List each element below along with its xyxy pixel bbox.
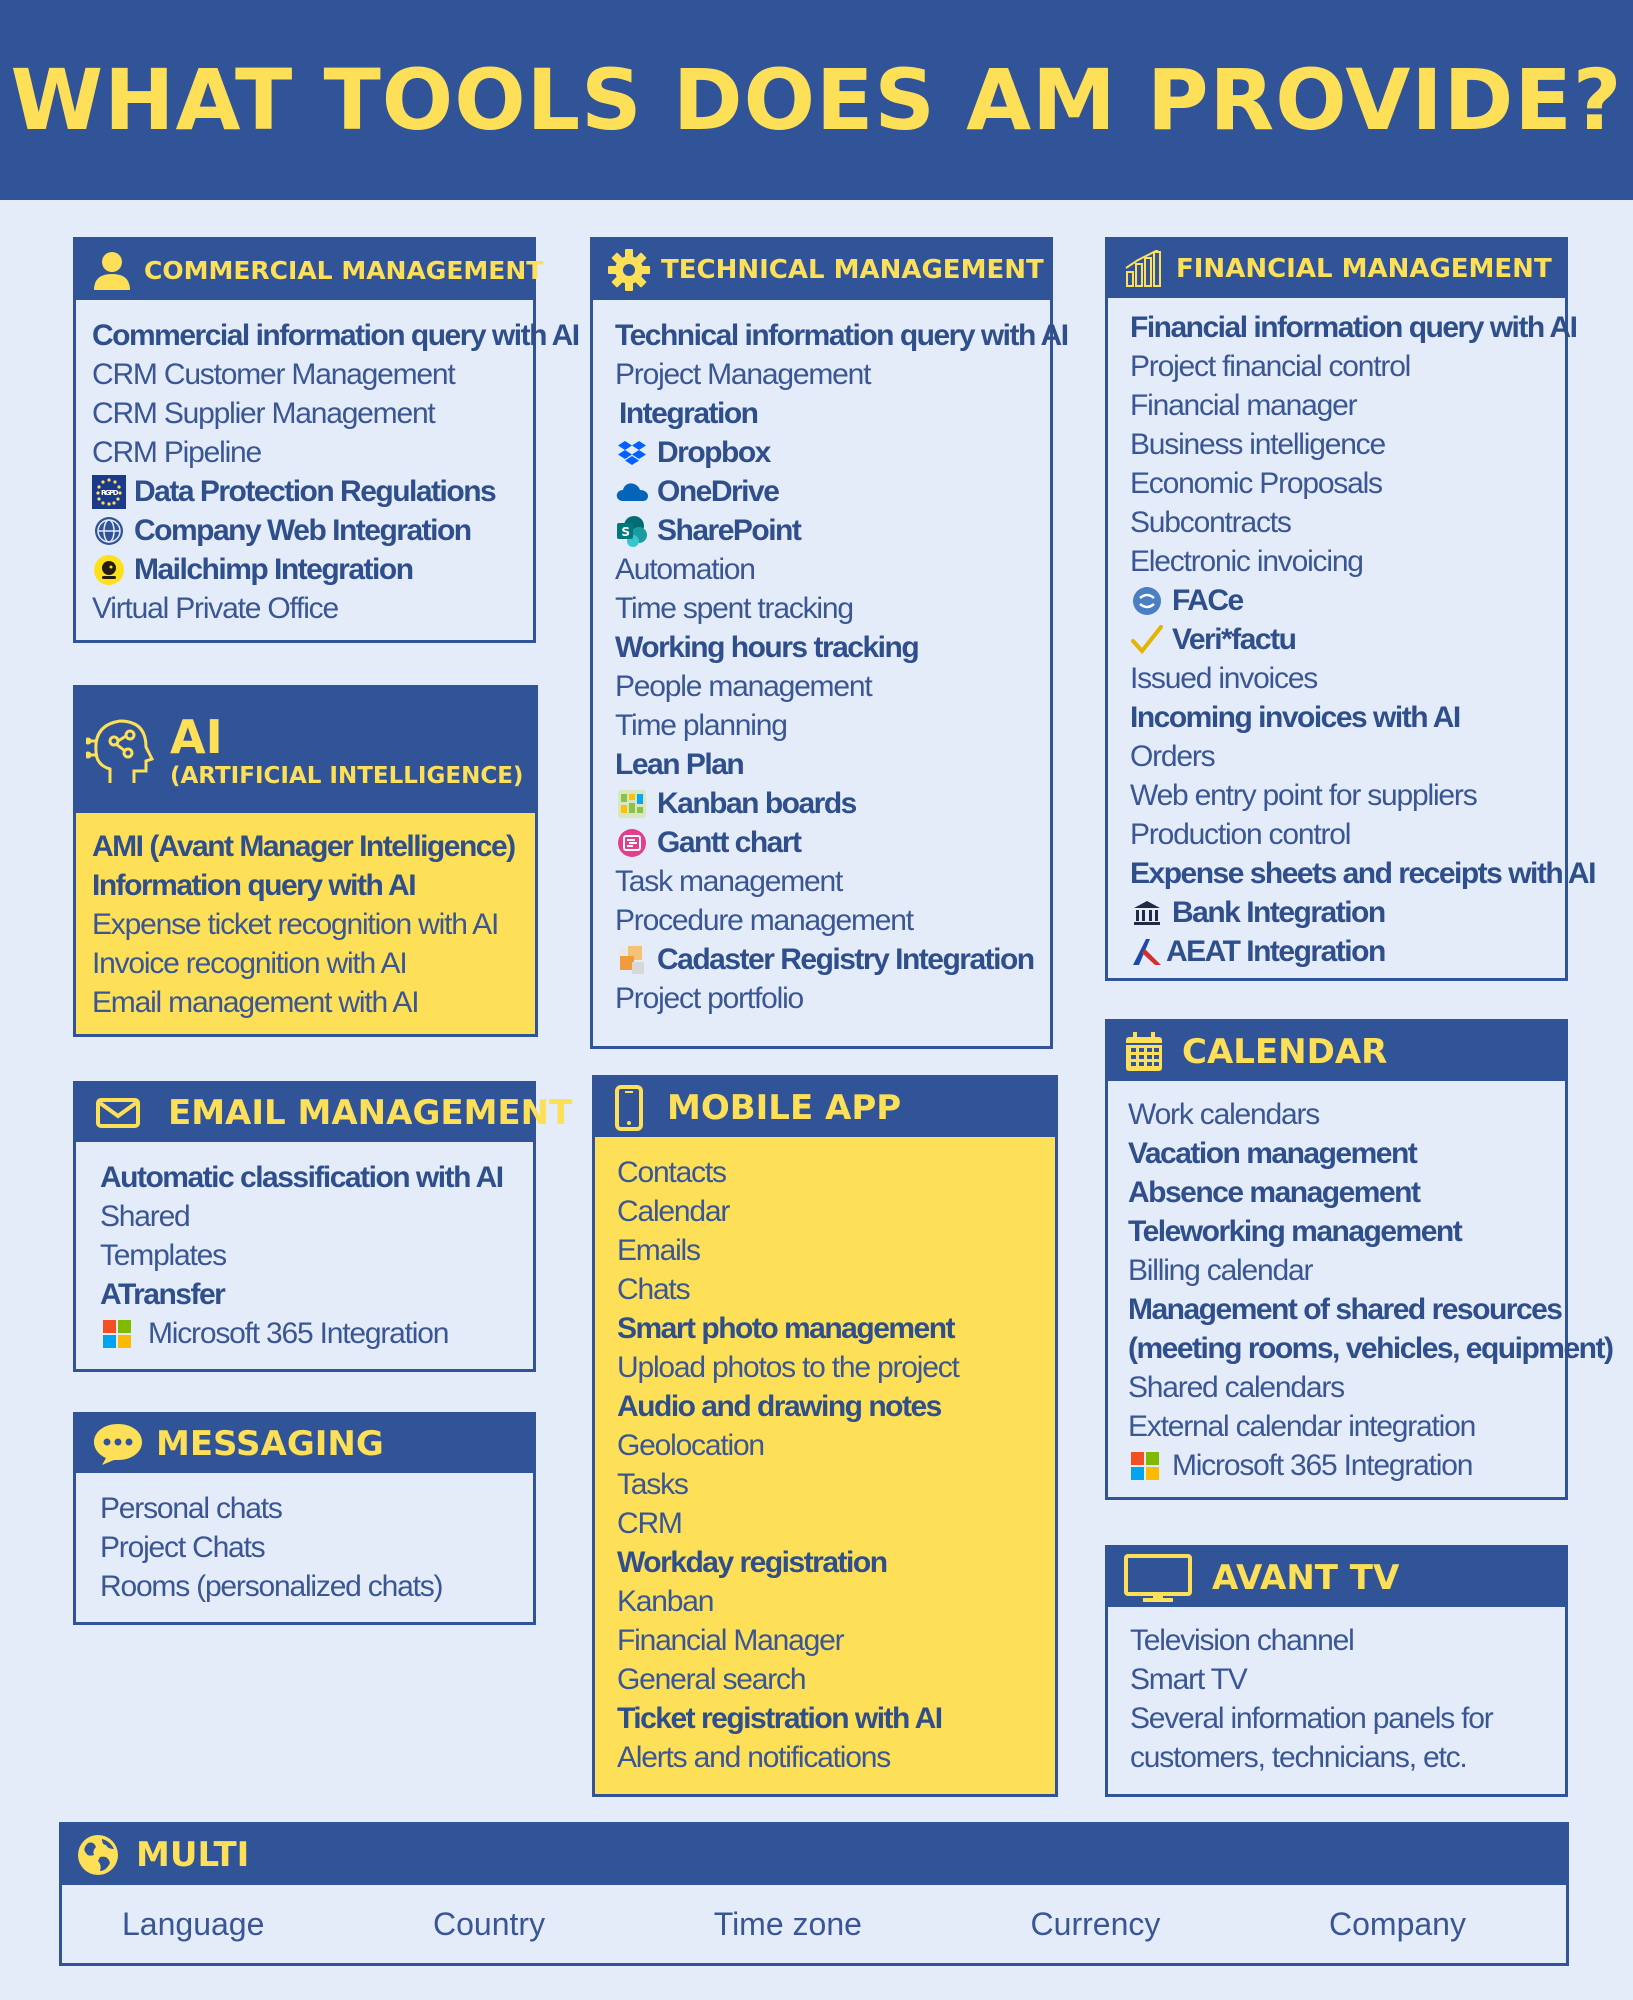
mobile-app-title: MOBILE APP — [667, 1087, 902, 1128]
list-item: Microsoft 365 Integration — [100, 1314, 509, 1353]
list-item: CRM Pipeline — [92, 436, 261, 469]
dropbox-icon — [615, 436, 649, 470]
email-management-card — [73, 1081, 573, 1372]
list-item: Shared — [100, 1200, 190, 1233]
calendar-title: CALENDAR — [1182, 1031, 1388, 1072]
list-item: Several information panels for — [1130, 1702, 1493, 1735]
list-item: Alerts and notifications — [617, 1741, 891, 1774]
list-item: Automation — [615, 553, 755, 586]
list-item: AMI (Avant Manager Intelligence) — [92, 830, 515, 863]
financial-management-list — [1108, 298, 1595, 981]
list-item: Task management — [615, 865, 843, 898]
technical-management-title: TECHNICAL MANAGEMENT — [661, 255, 1044, 285]
mobile-app-card — [592, 1075, 1058, 1797]
ai-card — [73, 685, 538, 1037]
list-item: Integration — [619, 397, 758, 430]
list-item: Business intelligence — [1130, 428, 1385, 461]
smartphone-icon — [609, 1086, 649, 1130]
ai-title: AI — [170, 709, 223, 764]
list-item: General search — [617, 1663, 806, 1696]
commercial-management-list — [76, 300, 579, 638]
email-management-list — [76, 1142, 533, 1369]
list-item: Orders — [1130, 740, 1215, 773]
list-item: Invoice recognition with AI — [92, 947, 407, 980]
list-item: Vacation management — [1128, 1137, 1417, 1170]
list-item: Shared calendars — [1128, 1371, 1344, 1404]
technical-management-list — [593, 300, 1068, 1028]
calendar-list — [1108, 1081, 1613, 1495]
list-item: Automatic classification with AI — [100, 1161, 503, 1194]
list-item: CRM — [617, 1507, 682, 1540]
list-item: Mailchimp Integration — [92, 550, 517, 589]
face-icon — [1130, 584, 1164, 618]
list-item: Cadaster Registry Integration — [615, 940, 1034, 979]
email-management-title: EMAIL MANAGEMENT — [168, 1093, 573, 1133]
list-item: Issued invoices — [1130, 662, 1318, 695]
list-item: Company Web Integration — [92, 511, 517, 550]
list-item: Work calendars — [1128, 1098, 1320, 1131]
svg-text:S: S — [621, 524, 629, 539]
list-item: customers, technicians, etc. — [1130, 1741, 1467, 1774]
microsoft-icon — [1128, 1449, 1162, 1483]
calendar-icon — [1122, 1030, 1166, 1074]
list-item: Financial Manager — [617, 1624, 844, 1657]
list-item: Smart photo management — [617, 1312, 955, 1345]
financial-management-header — [1108, 240, 1565, 298]
list-item: Economic Proposals — [1130, 467, 1382, 500]
page-title: WHAT TOOLS DOES AM PROVIDE? — [10, 51, 1623, 149]
list-item: RGPD Data Protection Regulations — [92, 472, 517, 511]
avant-tv-header — [1108, 1548, 1565, 1607]
mobile-app-list — [595, 1137, 1055, 1794]
list-item: Tasks — [617, 1468, 688, 1501]
multi-item-language: Language — [122, 1905, 265, 1942]
list-item: Chats — [617, 1273, 690, 1306]
ai-subtitle: (ARTIFICIAL INTELLIGENCE) — [170, 762, 524, 789]
list-item: External calendar integration — [1128, 1410, 1476, 1443]
list-item: Technical information query with AI — [615, 319, 1068, 352]
messaging-list — [76, 1473, 533, 1622]
list-item: Email management with AI — [92, 986, 419, 1019]
list-item: Working hours tracking — [615, 631, 919, 664]
list-item: Rooms (personalized chats) — [100, 1570, 443, 1603]
list-item: Billing calendar — [1128, 1254, 1313, 1287]
list-item: Templates — [100, 1239, 226, 1272]
list-item: Management of shared resources — [1128, 1293, 1562, 1326]
list-item: Subcontracts — [1130, 506, 1291, 539]
envelope-icon — [90, 1091, 146, 1135]
multi-item-time-zone: Time zone — [713, 1905, 862, 1942]
web-globe-icon — [92, 514, 126, 548]
list-item: Production control — [1130, 818, 1351, 851]
list-item: Veri*factu — [1130, 620, 1549, 659]
ai-list — [76, 813, 535, 1034]
ai-head-icon — [86, 711, 156, 791]
calendar-card — [1105, 1019, 1613, 1500]
list-item: Audio and drawing notes — [617, 1390, 941, 1423]
list-item: Microsoft 365 Integration — [1128, 1446, 1549, 1485]
technical-management-header — [593, 240, 1050, 300]
list-item: Bank Integration — [1130, 893, 1549, 932]
list-item: Time spent tracking — [615, 592, 853, 625]
list-item: Incoming invoices with AI — [1130, 701, 1460, 734]
calendar-header — [1108, 1022, 1565, 1081]
cadaster-icon — [615, 943, 649, 977]
list-item: Dropbox — [615, 433, 1034, 472]
commercial-management-title: COMMERCIAL MANAGEMENT — [144, 255, 544, 285]
microsoft-icon — [100, 1317, 134, 1351]
kanban-icon — [615, 787, 649, 821]
list-item: Virtual Private Office — [92, 592, 338, 625]
list-item: Emails — [617, 1234, 700, 1267]
ai-header — [76, 688, 535, 813]
list-item: CRM Customer Management — [92, 358, 455, 391]
multi-list — [62, 1885, 1566, 1963]
title-banner — [0, 0, 1633, 200]
list-item: Calendar — [617, 1195, 730, 1228]
avant-tv-list — [1108, 1607, 1565, 1791]
list-item: OneDrive — [615, 472, 1034, 511]
list-item: Project financial control — [1130, 350, 1411, 383]
rgpd-flag-icon — [92, 475, 126, 509]
mailchimp-icon — [92, 553, 126, 587]
list-item: Procedure management — [615, 904, 913, 937]
messaging-header — [76, 1415, 533, 1473]
list-item: Commercial information query with AI — [92, 319, 579, 352]
list-item: Workday registration — [617, 1546, 887, 1579]
onedrive-icon — [615, 475, 649, 509]
list-item: CRM Supplier Management — [92, 397, 435, 430]
chat-bubble-icon — [90, 1422, 146, 1466]
gantt-icon — [615, 826, 649, 860]
list-item: AEAT Integration — [1130, 932, 1549, 971]
list-item: Kanban boards — [615, 784, 1034, 823]
messaging-title: MESSAGING — [156, 1424, 384, 1464]
list-item: Expense sheets and receipts with AI — [1130, 857, 1595, 890]
list-item: Upload photos to the project — [617, 1351, 959, 1384]
list-item: Electronic invoicing — [1130, 545, 1363, 578]
messaging-card — [73, 1412, 536, 1625]
multi-item-country: Country — [433, 1905, 546, 1942]
mobile-app-header — [595, 1078, 1055, 1137]
list-item: Expense ticket recognition with AI — [92, 908, 499, 941]
list-item: (meeting rooms, vehicles, equipment) — [1128, 1332, 1613, 1365]
list-item: Kanban — [617, 1585, 714, 1618]
list-item: Project Chats — [100, 1531, 265, 1564]
list-item: Smart TV — [1130, 1663, 1247, 1696]
list-item: Lean Plan — [615, 748, 744, 781]
list-item: Absence management — [1128, 1176, 1420, 1209]
multi-item-company: Company — [1329, 1905, 1466, 1942]
multi-header — [62, 1825, 1566, 1885]
list-item: Teleworking management — [1128, 1215, 1462, 1248]
sharepoint-icon — [615, 514, 649, 548]
multi-card — [59, 1822, 1569, 1966]
list-item: ATransfer — [100, 1278, 225, 1311]
financial-management-title: FINANCIAL MANAGEMENT — [1176, 254, 1552, 284]
bank-icon — [1130, 896, 1164, 930]
bar-chart-icon — [1122, 247, 1166, 291]
list-item: Information query with AI — [92, 869, 416, 902]
commercial-management-header — [76, 240, 544, 300]
multi-title: MULTI — [136, 1835, 250, 1875]
user-icon — [90, 248, 134, 292]
list-item: Personal chats — [100, 1492, 282, 1525]
avant-tv-title: AVANT TV — [1212, 1557, 1400, 1598]
list-item: FACe — [1130, 581, 1549, 620]
list-item: Project Management — [615, 358, 871, 391]
list-item: Project portfolio — [615, 982, 804, 1015]
gear-icon — [607, 248, 651, 292]
technical-management-card — [590, 237, 1068, 1049]
avant-tv-card — [1105, 1545, 1568, 1797]
aeat-icon — [1130, 935, 1164, 969]
list-item: People management — [615, 670, 872, 703]
tv-icon — [1122, 1556, 1194, 1600]
multi-item-currency: Currency — [1030, 1905, 1161, 1942]
email-management-header — [76, 1084, 573, 1142]
financial-management-card — [1105, 237, 1595, 981]
list-item: Ticket registration with AI — [617, 1702, 942, 1735]
list-item: Time planning — [615, 709, 787, 742]
list-item: Financial information query with AI — [1130, 311, 1577, 344]
globe-icon — [76, 1833, 120, 1877]
list-item: Gantt chart — [615, 823, 1034, 862]
list-item: Geolocation — [617, 1429, 764, 1462]
list-item: Contacts — [617, 1156, 726, 1189]
list-item: Television channel — [1130, 1624, 1354, 1657]
commercial-management-card — [73, 237, 579, 643]
svg-text:RGPD: RGPD — [100, 488, 118, 497]
list-item: S SharePoint — [615, 511, 1034, 550]
list-item: Web entry point for suppliers — [1130, 779, 1477, 812]
ai-title-block — [170, 709, 524, 790]
list-item: Financial manager — [1130, 389, 1357, 422]
checkmark-icon — [1130, 623, 1164, 657]
